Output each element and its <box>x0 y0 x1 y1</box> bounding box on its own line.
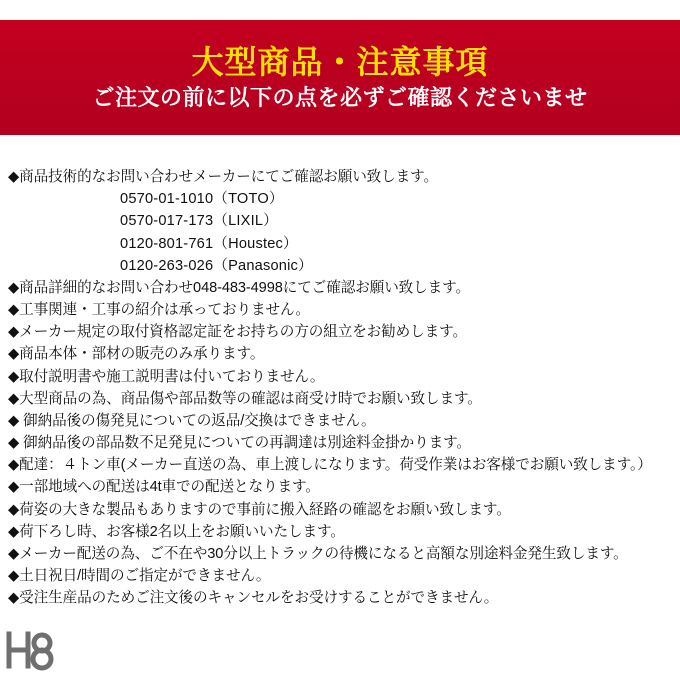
banner-title: 大型商品・注意事項 <box>191 43 489 80</box>
notice-subline: 0570-017-173（LIXIL） <box>120 213 278 230</box>
notice-subline: 0120-801-761（Houstec） <box>120 235 298 252</box>
notice-line: ◆配達：４トン車(メーカー直送の為、車上渡しになります。荷受作業はお客様でお願い致します。） <box>8 457 652 474</box>
notice-list <box>8 166 676 609</box>
notice-line: ◆商品詳細的なお問い合わせ048-483-4998にてご確認お願い致します。 <box>8 279 470 296</box>
notice-line: ◆メーカー規定の取付資格認定証をお持ちの方の組立をお勧めします。 <box>8 324 467 341</box>
notice-banner <box>0 20 680 135</box>
notice-line: ◆荷姿の大きな製品もありますので事前に搬入経路の確認をお願い致します。 <box>8 501 511 518</box>
notice-line: ◆ 御納品後の傷発見についての返品/交換はできません。 <box>8 412 376 429</box>
notice-line: ◆受注生産品のためご注文後のキャンセルをお受けすることができません。 <box>8 590 499 607</box>
notice-line: ◆大型商品の為、商品傷や部品数等の確認は商受け時でお願い致します。 <box>8 390 482 407</box>
notice-line: ◆土日祝日/時間のご指定ができません。 <box>8 568 271 585</box>
notice-line: ◆メーカー配送の為、ご不在や30分以上トラックの待機になると高額な別途料金発生致します。 <box>8 545 628 562</box>
notice-line: ◆ 御納品後の部品数不足発見についての再調達は別途料金掛かります。 <box>8 435 471 452</box>
banner-subtitle: ご注文の前に以下の点を必ずご確認くださいませ <box>92 85 588 110</box>
notice-subline: 0570-01-1010（TOTO） <box>120 191 284 208</box>
notice-line: ◆取付説明書や施工説明書は付いておりません。 <box>8 368 325 385</box>
notice-line: ◆工事関連・工事の紹介は承っておりません。 <box>8 302 310 319</box>
h8-logo-icon <box>6 626 58 674</box>
notice-line: ◆商品本体・部材の販売のみ承ります。 <box>8 346 265 363</box>
notice-line: ◆一部地域への配送は4t車での配送となります。 <box>8 479 320 496</box>
notice-line: ◆荷下ろし時、お客様2名以上をお願いいたします。 <box>8 523 345 540</box>
notice-subline: 0120-263-026（Panasonic） <box>120 257 313 274</box>
notice-line: ◆商品技術的なお問い合わせメーカーにてご確認お願い致します。 <box>8 169 438 185</box>
